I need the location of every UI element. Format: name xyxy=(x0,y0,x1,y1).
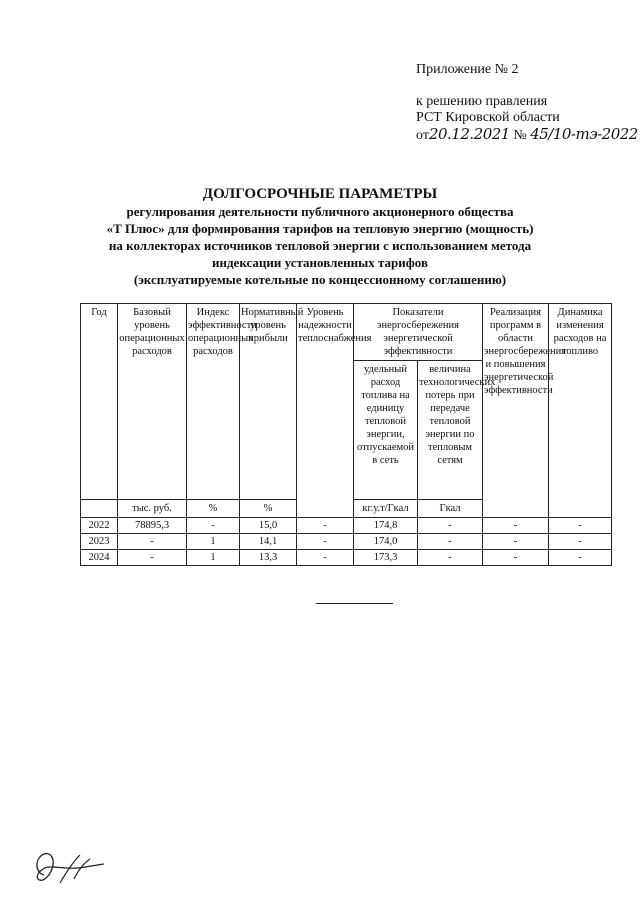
document-title xyxy=(60,186,580,288)
cell-base: - xyxy=(118,534,187,550)
cell-index: - xyxy=(187,518,240,534)
cell-programs: - xyxy=(483,518,549,534)
date-prefix: от xyxy=(416,128,429,143)
number-prefix: № xyxy=(513,128,527,143)
header-base: Базовый уровень операционных расходов xyxy=(118,304,187,500)
appendix-date-line xyxy=(416,126,638,144)
unit-year xyxy=(81,500,118,518)
cell-year: 2024 xyxy=(81,550,118,566)
appendix-line-1: к решению правления xyxy=(416,94,548,109)
unit-index: % xyxy=(187,500,240,518)
cell-fuel: 174,0 xyxy=(354,534,418,550)
cell-reliability: - xyxy=(297,534,354,550)
cell-reliability: - xyxy=(297,550,354,566)
header-year: Год xyxy=(81,304,118,500)
table-row xyxy=(81,534,612,550)
cell-base: - xyxy=(118,550,187,566)
appendix-line-2: РСТ Кировской области xyxy=(416,110,560,125)
parameters-table xyxy=(80,303,612,566)
separator-line xyxy=(316,603,393,604)
cell-fuel: 174,8 xyxy=(354,518,418,534)
cell-reliability: - xyxy=(297,518,354,534)
table-row xyxy=(81,518,612,534)
cell-dynamics: - xyxy=(549,518,612,534)
cell-profit: 15,0 xyxy=(240,518,297,534)
unit-fuel: кг.у.т/Гкал xyxy=(354,500,418,518)
cell-fuel: 173,3 xyxy=(354,550,418,566)
header-fuel: удельный расход топлива на единицу тепловой энергии, отпускаемой в сеть xyxy=(354,361,418,500)
appendix-block xyxy=(416,62,638,144)
cell-losses: - xyxy=(418,550,483,566)
title-line-4: на коллекторах источников тепловой энергии с использованием метода xyxy=(108,238,532,253)
title-line-3: «Т Плюс» для формирования тарифов на тепловую энергию (мощность) xyxy=(106,221,534,236)
unit-base: тыс. руб. xyxy=(118,500,187,518)
header-losses: величина технологических потерь при передаче тепловой энергии по тепловым сетям xyxy=(418,361,483,500)
appendix-number: Приложение № 2 xyxy=(416,62,519,77)
unit-losses: Гкал xyxy=(418,500,483,518)
decision-date: 20.12.2021 xyxy=(428,125,510,143)
cell-dynamics: - xyxy=(549,534,612,550)
title-line-6: (эксплуатируемые котельные по концессионному соглашению) xyxy=(133,272,507,287)
header-energy: Показатели энергосбережения энергетической эффективности xyxy=(354,304,483,361)
cell-profit: 14,1 xyxy=(240,534,297,550)
header-dynamics: Динамика изменения расходов на топливо xyxy=(549,304,612,518)
title-line-2: регулирования деятельности публичного акционерного общества xyxy=(126,204,514,219)
header-row-1 xyxy=(81,304,612,361)
cell-programs: - xyxy=(483,550,549,566)
signature-mark xyxy=(30,845,120,893)
title-line-1: ДОЛГОСРОЧНЫЕ ПАРАМЕТРЫ xyxy=(202,186,438,202)
cell-losses: - xyxy=(418,534,483,550)
header-index: Индекс эффективности операционных расходов xyxy=(187,304,240,500)
title-line-5: индексации установленных тарифов xyxy=(212,255,428,270)
cell-base: 78895,3 xyxy=(118,518,187,534)
cell-year: 2023 xyxy=(81,534,118,550)
cell-dynamics: - xyxy=(549,550,612,566)
cell-programs: - xyxy=(483,534,549,550)
cell-index: 1 xyxy=(187,550,240,566)
cell-profit: 13,3 xyxy=(240,550,297,566)
header-programs: Реализация программ в области энергосбережения и повышения энергетической эффективности xyxy=(483,304,549,518)
unit-profit: % xyxy=(240,500,297,518)
decision-number: 45/10-тэ-2022 xyxy=(530,125,638,143)
cell-index: 1 xyxy=(187,534,240,550)
header-profit: Нормативный уровень прибыли xyxy=(240,304,297,500)
cell-losses: - xyxy=(418,518,483,534)
table-row xyxy=(81,550,612,566)
cell-year: 2022 xyxy=(81,518,118,534)
header-reliability: Уровень надежности теплоснабжения xyxy=(297,304,354,518)
